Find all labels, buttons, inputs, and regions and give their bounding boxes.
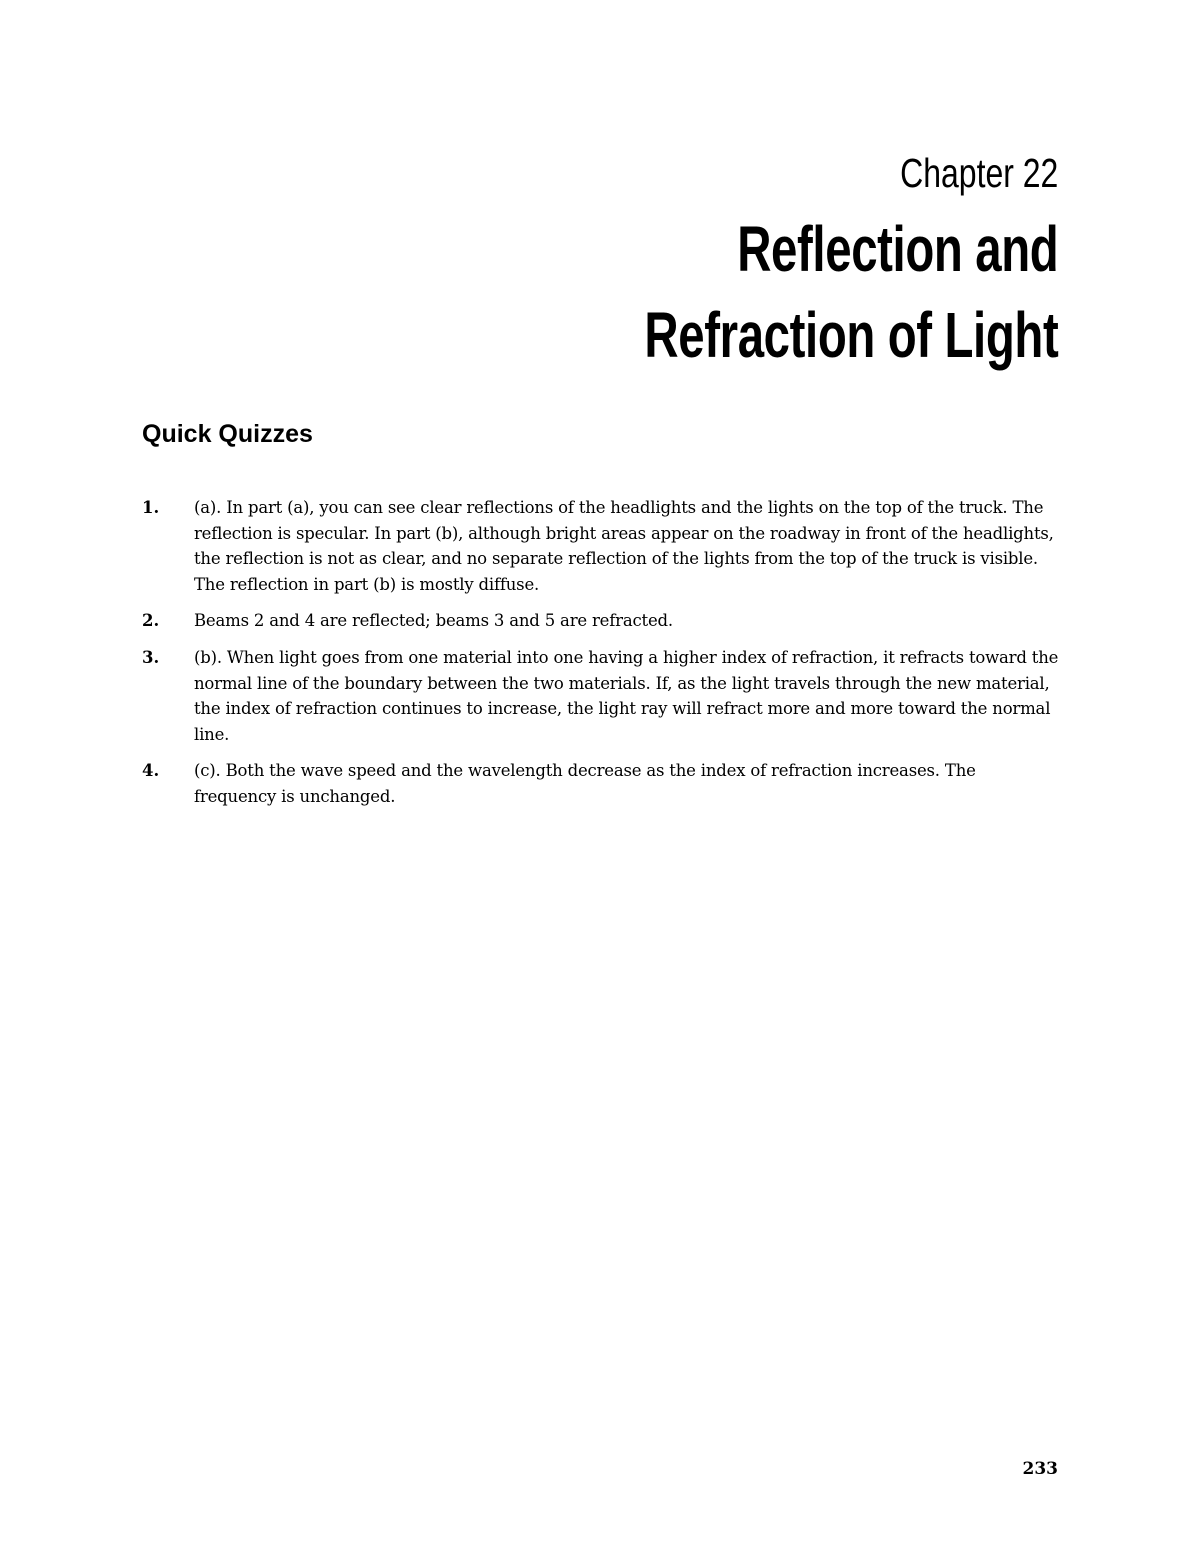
chapter-label: Chapter 22 bbox=[899, 150, 1058, 196]
quiz-answer-text: (c). Both the wave speed and the wavelength decrease as the index of refraction increases. The frequency is unchanged. bbox=[194, 761, 976, 806]
section-heading: Quick Quizzes bbox=[142, 420, 313, 448]
page-number: 233 bbox=[1022, 1459, 1058, 1479]
quiz-item bbox=[142, 608, 1062, 634]
quiz-answer-text: Beams 2 and 4 are reflected; beams 3 and 5 are refracted. bbox=[194, 611, 673, 631]
quiz-answer-text: (b). When light goes from one material into one having a higher index of refraction, it refracts toward the normal line of the boundary between the two materials. If, as the light travels through the new material, the index of refraction continues to increase, the light ray will refract more and more toward the normal line. bbox=[194, 647, 1059, 744]
chapter-header bbox=[499, 148, 1058, 378]
chapter-title-line-2: Refraction of Light bbox=[644, 299, 1058, 371]
quiz-item bbox=[142, 495, 1062, 597]
quiz-number: 1. bbox=[142, 498, 160, 517]
quiz-number: 3. bbox=[142, 647, 160, 667]
quiz-number: 2. bbox=[142, 611, 160, 631]
quick-quiz-list bbox=[142, 495, 1062, 821]
quiz-number: 4. bbox=[142, 761, 160, 781]
chapter-title-line-1: Reflection and bbox=[736, 213, 1058, 285]
quiz-item bbox=[142, 645, 1062, 747]
quiz-item bbox=[142, 758, 1062, 809]
quiz-answer-text: (a). In part (a), you can see clear reflections of the headlights and the lights on the top of the truck. The reflection is specular. In part (b), although bright areas appear on the roadway in front of the headlights, the reflection is not as clear, and no separate reflection of the lights from the top of the truck is visible. The reflection in part (b) is mostly diffuse. bbox=[194, 498, 1054, 594]
